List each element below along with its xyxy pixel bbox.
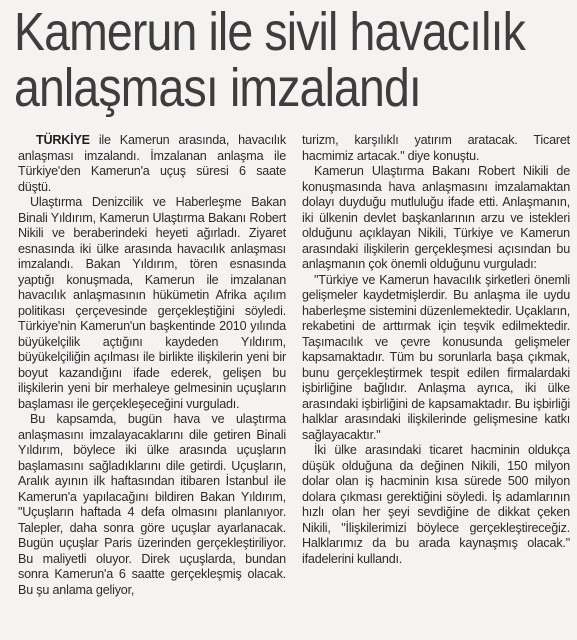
lead-paragraph-text: ile Kamerun arasında, havacılık anlaşması imzalandı. İmzalanan anlaşma ile Türkiye'den Kamerun'a uçuş süresi 6 saate düştü. bbox=[18, 133, 286, 194]
paragraph: Kamerun Ulaştırma Bakanı Robert Nikili de konuşmasında hava anlaşmasını imzalamaktan dolayı duyduğu mutluluğu ifade etti. Anlaşmanın, iki ülkenin devlet başkanlarının arzu ve istekleri olduğunu açıklayan Nikili, Türkiye ve Kamerun arasındaki ilişkilerin gerçekleşmesi açısından bu anlaşmanın çok önemli olduğunu vurguladı: bbox=[302, 164, 570, 271]
headline-line-2: anlaşması imzalandı bbox=[14, 58, 421, 118]
lead-word: TÜRKİYE bbox=[36, 133, 90, 147]
quote-paragraph: "Türkiye ve Kamerun havacılık şirketleri önemli gelişmeler kaydetmişlerdir. Bu anlaşma ile uydu haberleşme sistemini düzenlemektedir. Uçakların, rekabetini de arttırmak için teşvik edilmektedir. Taşımacılık ve çevre konusunda gelişmeler kapsamaktadır. Tüm bu sorunlarla başa çıkmak, bunu gerçekleştirmek tespit edilen firmalardaki işbirliğine bağlıdır. Anlaşma ayrıca, iki ülke arasındaki işbirliğini de kapsamaktadır. Bu işbirliği halklar arasındaki ilişkilerinde gelişmesine katkı sağlayacaktır." bbox=[302, 272, 570, 442]
left-column bbox=[18, 133, 286, 598]
paragraph: Bu kapsamda, bugün hava ve ulaştırma anlaşmasını imzalayacaklarını dile getiren Binali Yıldırım, böylece iki ülke arasında uçuşların başlamasını sağladıklarını dile getirdi. Uçuşların, Aralık ayının ilk haftasından itibaren İstanbul ile Kamerun'a yapılacağını bildiren Bakan Yıldırım, "Uçuşların haftada 4 defa olmasını planlanıyor. Talepler, daha sonra göre uçuşlar ayarlanacak. Bugün uçuşlar Paris üzerinden gerçekleştiriliyor. Bu maliyetli oluyor. Direk uçuşlarda, bundan sonra Kamerun'a 6 saatte gerçekleşmiş olacak. Bu şu anlama geliyor, bbox=[18, 412, 286, 597]
paragraph-lead bbox=[18, 133, 286, 195]
right-column bbox=[302, 133, 570, 567]
paragraph-continued: turizm, karşılıklı yatırım aratacak. Ticaret hacmimiz artacak." diye konuştu. bbox=[302, 133, 570, 163]
paragraph: Ulaştırma Denizcilik ve Haberleşme Bakan Binali Yıldırım, Kamerun Ulaştırma Bakanı Robert Nikili ve beraberindeki heyeti ağırladı. Ziyaret esnasında iki ülke arasında havacılık anlaşması imzalandı. Bakan Yıldırım, tören esnasında yaptığı konuşmada, Kamerun ile imzalanan havacılık anlaşmasının hükümetin Afrika açılım politikası çerçevesinde gerçekleştiğini söyledi. Türkiye'nin Kamerun'un başkentinde 2010 yılında büyükelçilik açtığını kaydeden Yıldırım, büyükelçiliğin açılması ile birlikte ilişkilerin yeni bir boyut kazandığını ifade ederek, gelişen bu ilişkilerin yeni bir merhaleye gelmesinin uçuşların başlaması ile gerçekleşeceğini vurguladı. bbox=[18, 195, 286, 411]
paragraph: İki ülke arasındaki ticaret hacminin oldukça düşük olduğuna da değinen Nikili, 150 milyon dolar olan iş hacminin kısa sürede 500 milyon dolara çıkması gerektiğini söyledi. İş adamlarının hızlı olan her şeyi sevdiğine de dikkat çeken Nikili, "İlişkilerimizi böylece gerçekleştireceğiz. Halklarımız da bu arada kaynaşmış olacak." ifadelerini kullandı. bbox=[302, 443, 570, 566]
headline bbox=[14, 2, 526, 118]
headline-line-1: Kamerun ile sivil havacılık bbox=[14, 2, 526, 62]
